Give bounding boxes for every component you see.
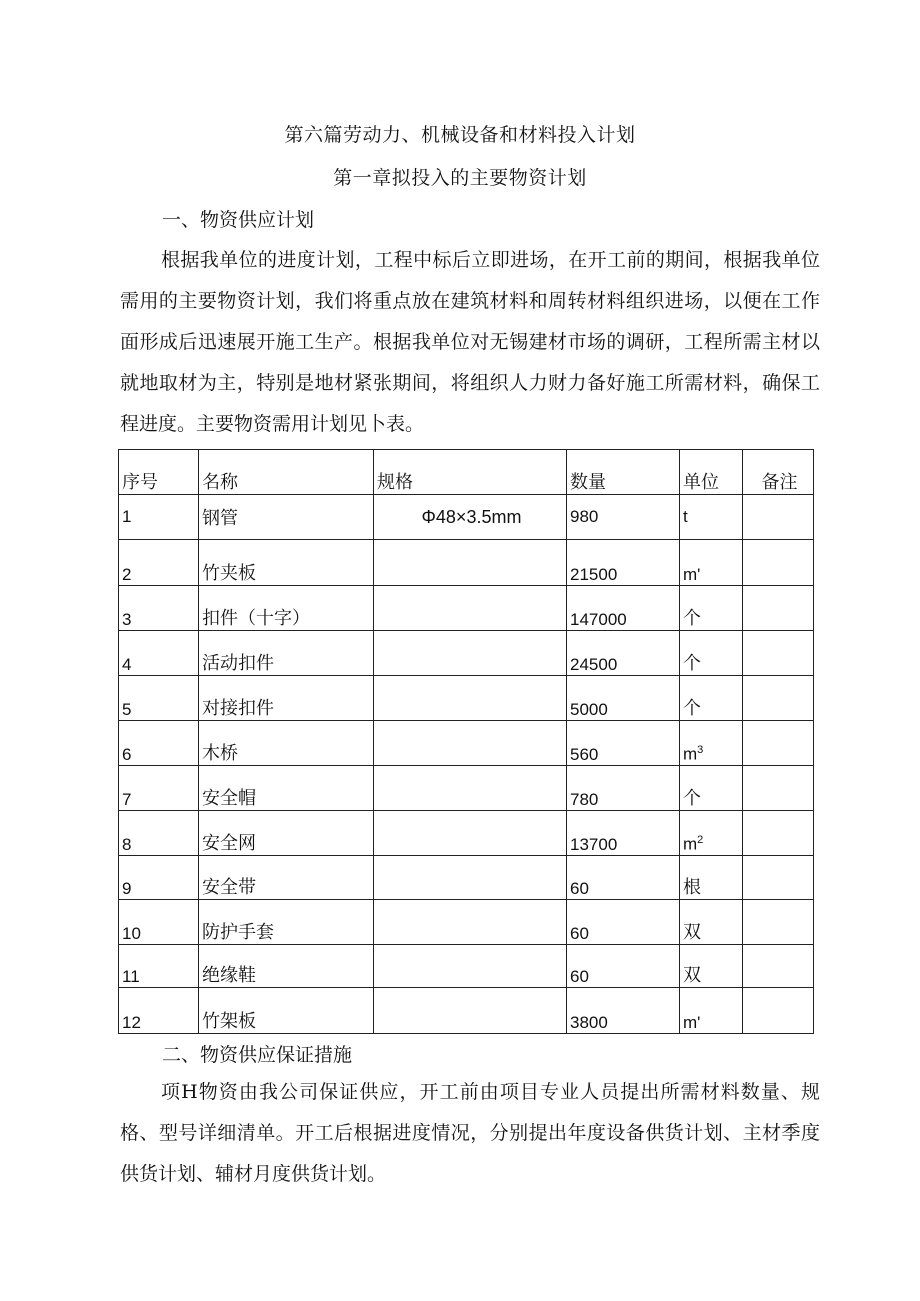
row-number-cell: 5 bbox=[119, 676, 199, 721]
table-row bbox=[119, 856, 814, 900]
note-cell bbox=[743, 856, 814, 900]
unit-superscript: 2 bbox=[697, 834, 704, 847]
note-cell bbox=[743, 988, 814, 1034]
note-cell bbox=[743, 631, 814, 676]
row-number-cell: 9 bbox=[119, 856, 199, 900]
note-cell bbox=[743, 811, 814, 856]
quantity-cell: 3800 bbox=[567, 988, 680, 1034]
table-row bbox=[119, 721, 814, 766]
spec-cell bbox=[374, 988, 567, 1034]
name-cell: 钢管 bbox=[199, 495, 374, 540]
unit-cell: 个 bbox=[680, 676, 743, 721]
row-number-cell: 3 bbox=[119, 586, 199, 631]
unit-cell: $m^2$ bbox=[680, 811, 743, 856]
unit-cell: 个 bbox=[680, 766, 743, 811]
table-row bbox=[119, 988, 814, 1034]
unit-cell: 双 bbox=[680, 945, 743, 988]
row-number-cell: 2 bbox=[119, 540, 199, 586]
row-number-cell: 10 bbox=[119, 900, 199, 945]
unit-cell: m' bbox=[680, 988, 743, 1034]
quantity-cell: 5000 bbox=[567, 676, 680, 721]
unit-superscript: 3 bbox=[697, 744, 704, 757]
unit-cell: 双 bbox=[680, 900, 743, 945]
quantity-cell: 60 bbox=[567, 945, 680, 988]
table-row bbox=[119, 540, 814, 586]
quantity-cell: 13700 bbox=[567, 811, 680, 856]
table-row bbox=[119, 945, 814, 988]
name-cell: 对接扣件 bbox=[199, 676, 374, 721]
materials-table bbox=[118, 449, 814, 1034]
note-cell bbox=[743, 676, 814, 721]
section1-heading: 一、物资供应计划 bbox=[162, 209, 315, 231]
name-cell: 防护手套 bbox=[199, 900, 374, 945]
spec-cell bbox=[374, 856, 567, 900]
unit-cell: 个 bbox=[680, 586, 743, 631]
quantity-cell: 560 bbox=[567, 721, 680, 766]
note-cell bbox=[743, 540, 814, 586]
note-cell bbox=[743, 721, 814, 766]
row-number-cell: 12 bbox=[119, 988, 199, 1034]
quantity-cell: 21500 bbox=[567, 540, 680, 586]
name-cell: 活动扣件 bbox=[199, 631, 374, 676]
note-cell bbox=[743, 945, 814, 988]
spec-cell bbox=[374, 721, 567, 766]
unit-cell: m' bbox=[680, 540, 743, 586]
table-row bbox=[119, 900, 814, 945]
quantity-cell: 780 bbox=[567, 766, 680, 811]
table-row bbox=[119, 631, 814, 676]
table-header-row bbox=[119, 450, 814, 495]
unit-cell: 个 bbox=[680, 631, 743, 676]
part-title: 第六篇劳动力、机械设备和材料投入计划 bbox=[284, 124, 636, 146]
row-number-cell: 7 bbox=[119, 766, 199, 811]
spec-cell bbox=[374, 676, 567, 721]
row-number-cell: 8 bbox=[119, 811, 199, 856]
name-cell: 安全网 bbox=[199, 811, 374, 856]
spec-cell bbox=[374, 811, 567, 856]
quantity-cell: 60 bbox=[567, 900, 680, 945]
unit-cell: $m^3$ bbox=[680, 721, 743, 766]
table-row bbox=[119, 811, 814, 856]
name-cell: 竹夹板 bbox=[199, 540, 374, 586]
note-cell bbox=[743, 900, 814, 945]
chapter-title: 第一章拟投入的主要物资计划 bbox=[333, 167, 587, 189]
section1-paragraph: 根据我单位的进度计划，工程中标后立即进场，在开工前的期间，根据我单位需用的主要物资计划，我们将重点放在建筑材料和周转材料组织进场，以便在工作面形成后迅速展开施工生产。根据我单位对无锡建材市场的调研，工程所需主材以就地取材为主，特别是地材紧张期间，将组织人力财力备好施工所需材料，确保工程进度。主要物资需用计划见卜表。 bbox=[120, 249, 820, 435]
table-row bbox=[119, 586, 814, 631]
note-cell bbox=[743, 586, 814, 631]
quantity-cell: 147000 bbox=[567, 586, 680, 631]
table-row bbox=[119, 766, 814, 811]
section2-paragraph: 项H物资由我公司保证供应，开工前由项目专业人员提出所需材料数量、规格、型号详细清单。开工后根据进度情况，分别提出年度设备供货计划、主材季度供货计划、辅材月度供货计划。 bbox=[120, 1081, 820, 1185]
name-cell: 绝缘鞋 bbox=[199, 945, 374, 988]
spec-cell bbox=[374, 540, 567, 586]
header-cell: 规格 bbox=[374, 450, 567, 495]
unit-cell: t bbox=[680, 495, 743, 540]
quantity-cell: 980 bbox=[567, 495, 680, 540]
row-number-cell: 4 bbox=[119, 631, 199, 676]
quantity-cell: 24500 bbox=[567, 631, 680, 676]
spec-cell bbox=[374, 586, 567, 631]
name-cell: 竹架板 bbox=[199, 988, 374, 1034]
name-cell: 扣件（十字） bbox=[199, 586, 374, 631]
header-cell: 数量 bbox=[567, 450, 680, 495]
row-number-cell: 11 bbox=[119, 945, 199, 988]
name-cell: 木桥 bbox=[199, 721, 374, 766]
table-row bbox=[119, 676, 814, 721]
row-number-cell: 6 bbox=[119, 721, 199, 766]
table-row bbox=[119, 495, 814, 540]
name-cell: 安全带 bbox=[199, 856, 374, 900]
note-cell bbox=[743, 495, 814, 540]
row-number-cell: 1 bbox=[119, 495, 199, 540]
section2-heading: 二、物资供应保证措施 bbox=[162, 1044, 353, 1066]
header-cell: 名称 bbox=[199, 450, 374, 495]
header-cell: 序号 bbox=[119, 450, 199, 495]
header-cell: 单位 bbox=[680, 450, 743, 495]
spec-cell bbox=[374, 900, 567, 945]
note-cell bbox=[743, 766, 814, 811]
spec-cell bbox=[374, 766, 567, 811]
name-cell: 安全帽 bbox=[199, 766, 374, 811]
spec-cell: Φ48×3.5mm bbox=[374, 495, 567, 540]
unit-cell: 根 bbox=[680, 856, 743, 900]
header-cell: 备注 bbox=[743, 450, 814, 495]
spec-cell bbox=[374, 631, 567, 676]
spec-cell bbox=[374, 945, 567, 988]
quantity-cell: 60 bbox=[567, 856, 680, 900]
